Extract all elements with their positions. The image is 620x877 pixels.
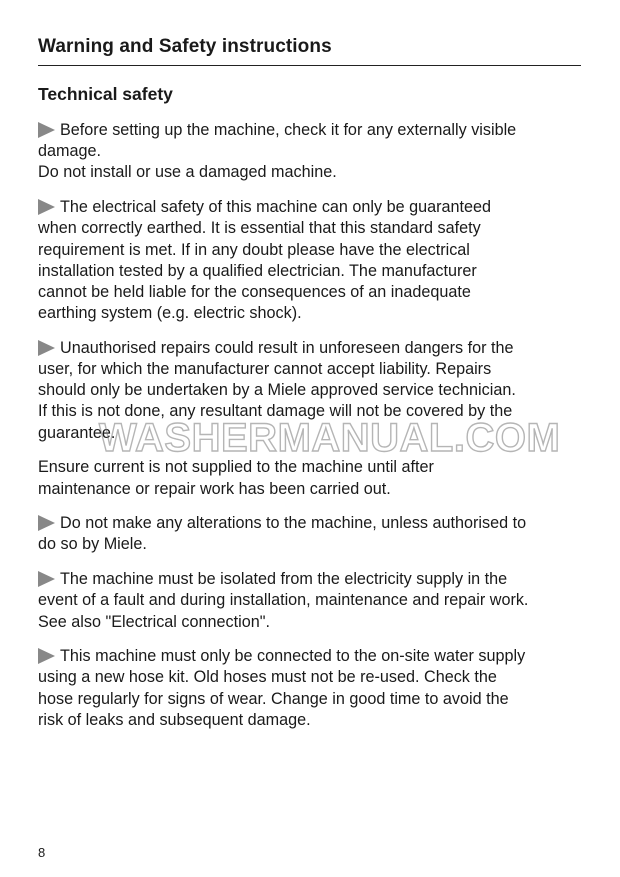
- triangle-right-icon: [38, 199, 55, 215]
- text-line: [38, 667, 583, 688]
- line-text: Unauthorised repairs could result in unforeseen dangers for the: [60, 338, 514, 357]
- line-text: should only be undertaken by a Miele approved service technician.: [38, 381, 516, 400]
- text-line: [38, 710, 583, 731]
- text-line: [38, 197, 583, 218]
- line-text: The electrical safety of this machine can only be guaranteed: [60, 198, 492, 217]
- triangle-right-icon: [38, 122, 55, 138]
- text-line: [38, 282, 583, 303]
- line-text: guarantee.: [38, 423, 116, 442]
- line-text: hose regularly for signs of wear. Change in good time to avoid the: [38, 689, 509, 708]
- text-line: [38, 689, 583, 710]
- instruction-item: [38, 513, 583, 555]
- text-line: [38, 303, 583, 324]
- line-text: See also "Electrical connection".: [38, 612, 270, 631]
- instruction-item: [38, 197, 583, 324]
- text-line: [38, 240, 583, 261]
- triangle-right-icon: [38, 648, 55, 664]
- page-header: [38, 35, 581, 66]
- text-line: [38, 162, 583, 183]
- text-line: [38, 261, 583, 282]
- line-text: using a new hose kit. Old hoses must not be re-used. Check the: [38, 668, 497, 687]
- text-line: [38, 218, 583, 239]
- instruction-item: [38, 646, 583, 731]
- text-line: [38, 359, 583, 380]
- section-title: Technical safety: [38, 84, 173, 104]
- line-text: risk of leaks and subsequent damage.: [38, 710, 311, 729]
- instruction-item: [38, 569, 583, 633]
- line-text: cannot be held liable for the consequences of an inadequate: [38, 282, 471, 301]
- line-text: Ensure current is not supplied to the machine until after: [38, 458, 434, 477]
- text-line: [38, 479, 583, 500]
- text-line: [38, 120, 583, 141]
- triangle-right-icon: [38, 340, 55, 356]
- text-line: [38, 590, 583, 611]
- line-text: Do not make any alterations to the machine, unless authorised to: [60, 514, 527, 533]
- line-text: This machine must only be connected to the on-site water supply: [60, 647, 526, 666]
- triangle-right-icon: [38, 571, 55, 587]
- line-text: requirement is met. If in any doubt please have the electrical: [38, 240, 470, 259]
- text-line: [38, 338, 583, 359]
- line-text: when correctly earthed. It is essential that this standard safety: [38, 219, 481, 238]
- page-title: Warning and Safety instructions: [38, 36, 332, 57]
- line-text: maintenance or repair work has been carried out.: [38, 479, 391, 498]
- text-line: [38, 380, 583, 401]
- text-line: [38, 534, 583, 555]
- line-text: earthing system (e.g. electric shock).: [38, 304, 302, 323]
- line-text: do so by Miele.: [38, 535, 147, 554]
- line-text: Do not install or use a damaged machine.: [38, 163, 337, 182]
- watermark: WASHERMANUAL.COM: [99, 416, 561, 460]
- text-line: [38, 141, 583, 162]
- text-line: [38, 513, 583, 534]
- line-text: The machine must be isolated from the electricity supply in the: [60, 570, 508, 589]
- instruction-note: [38, 457, 583, 499]
- instruction-item: [38, 120, 583, 184]
- line-text: user, for which the manufacturer cannot accept liability. Repairs: [38, 360, 492, 379]
- line-text: Before setting up the machine, check it for any externally visible: [60, 121, 517, 139]
- text-line: [38, 646, 583, 667]
- text-line: [38, 569, 583, 590]
- line-text: If this is not done, any resultant damage will not be covered by the: [38, 402, 513, 421]
- line-text: installation tested by a qualified electrician. The manufacturer: [38, 261, 477, 280]
- page-number: 8: [38, 845, 46, 860]
- text-line: [38, 612, 583, 633]
- line-text: damage.: [38, 142, 101, 161]
- triangle-right-icon: [38, 515, 55, 531]
- line-text: event of a fault and during installation, maintenance and repair work.: [38, 591, 529, 610]
